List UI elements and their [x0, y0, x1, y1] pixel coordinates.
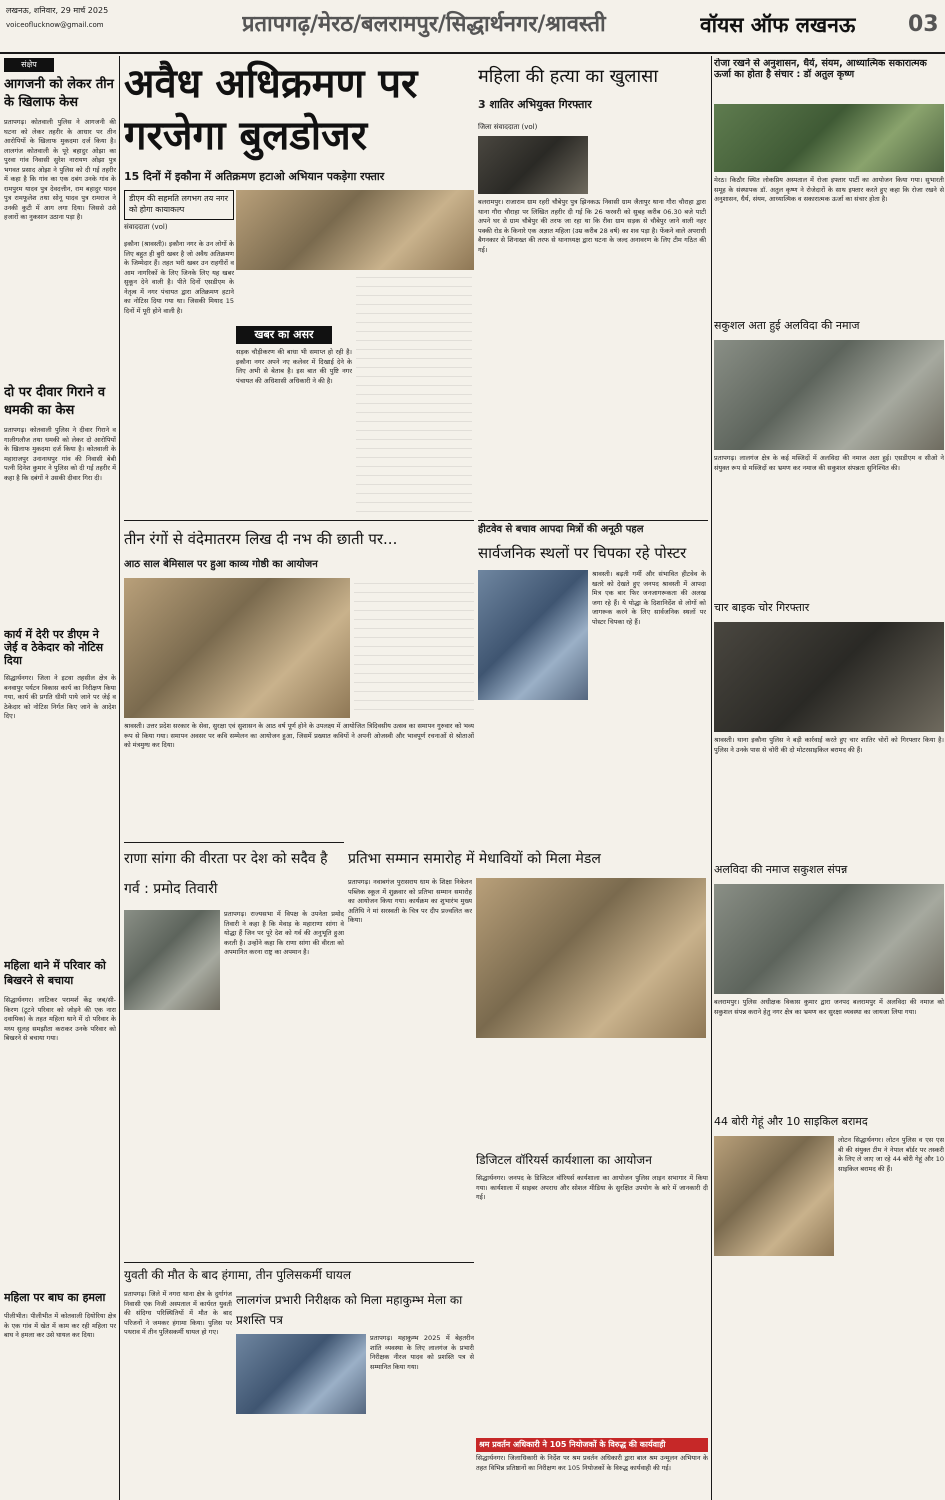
- youth-headline: युवती की मौत के बाद हंगामा, तीन पुलिसकर्मी घायल: [124, 1268, 352, 1282]
- sidebar-story-3-headline: कार्य में देरी पर डीएम ने जेई व ठेकेदार को नोटिस दिया: [4, 628, 104, 667]
- murder-subheadline: 3 शातिर अभियुक्त गिरफ्तार: [478, 98, 592, 111]
- sidebar-story-2-body: प्रतापगढ़। कोतवाली पुलिस ने दीवार गिराने व गालीगलौज तथा धमकी को लेकर दो आरोपियों के खिलाफ मुकदमा दर्ज किया है। कोतवाली के महाराजपुर उनानाथपुर गांव की निवासी बेबी पत्नी दिनेश कुमार ने पुलिस को दी गई तहरीर में कहा है कि दबंगों ने उसकी दीवार गिरा दी।: [4, 426, 116, 482]
- digital-body: सिद्धार्थनगर। जनपद के डिजिटल वॉरियर्स कार्यशाला का आयोजन पुलिस लाइन सभागार में किया गया। कार्यशाला में साइबर अपराध और सोशल मीडिया के सुरक्षित उपयोग के बारे में जानकारी दी गई।: [476, 1174, 708, 1201]
- alvida2-photo: [714, 884, 944, 994]
- masthead: [0, 0, 945, 52]
- lead-subheadline: 15 दिनों में इकौना में अतिक्रमण हटाओ अभियान पकड़ेगा रफ्तार: [124, 170, 385, 183]
- youth-body: प्रतापगढ़। जिले में नगरा थाना क्षेत्र के दुर्गागंज निवासी एक निजी अस्पताल में कार्यरत युवती की संदिग्ध परिस्थितियों में मौत के बाद परिजनों ने जमकर हंगामा किया। पुलिस पर पथराव में तीन पुलिसकर्मी घायल हो गए।: [124, 1290, 232, 1336]
- roza-photo: [714, 104, 944, 172]
- heatwave-body: श्रावस्ती। बढ़ती गर्मी और संभावित हीटवेव के खतरे को देखते हुए जनपद श्रावस्ती में आपदा मित्र एक बार फिर जनजागरूकता की अलख जगा रहे हैं। ये योद्धा के दिशानिर्देश से लोगों को जागरूक करने के लिए सार्वजनिक स्थलों पर पोस्टर चिपका रहे हैं।: [592, 570, 706, 626]
- sidebar-story-1-body: प्रतापगढ़। कोतवाली पुलिस ने आगजनी की घटना को लेकर तहरीर के आधार पर तीन आरोपियों के खिलाफ मुकदमा दर्ज किया है। लालगंज कोतवाली के पूरे बहादुर ओझा का पुरवा गांव निवासी सुरेश नारायण ओझा पुत्र भगवत प्रसाद ओझा ने पुलिस को दी गई तहरीर में कहा है कि गांव का एक दबंग उनके गांव के रामपुरम यादव पुत्र देवदत्तीन, राम बहादुर यादव पुत्र रामफूलेश तथा सोनू यादव पुत्र रामराज ने उनकी कुटी में आग लगा दिया। जिससे उसे हजारों का नुकसान उठाना पड़ा है।: [4, 118, 116, 221]
- page-number: 03: [908, 12, 939, 37]
- right-column-rule: [711, 56, 712, 1500]
- sidebar-story-2-headline: दो पर दीवार गिराने व धमकी का केस: [4, 385, 106, 418]
- lead-body-column: [356, 274, 472, 520]
- heatwave-headline: हीटवेव से बचाव आपदा मित्रों की अनूठी पहल: [478, 524, 644, 535]
- wheat-photo: [714, 1136, 834, 1256]
- alvida-headline: सकुशल अता हुई अलविदा की नमाज: [714, 319, 860, 332]
- lead-byline: संवाददाता (vol): [124, 223, 168, 231]
- rana-photo: [124, 910, 220, 1010]
- lalganj-body: प्रतापगढ़। महाकुम्भ 2025 में बेहतरीन शांति व्यवस्था के लिए लालगंज के प्रभारी निरीक्षक नीरज यादव को प्रशस्ति पत्र से सम्मानित किया गया।: [370, 1334, 474, 1371]
- poetry-headline: तीन रंगों से वंदेमातरम लिख दी नभ की छाती पर...: [124, 530, 398, 548]
- lead-photo-caption: डीएम की सहमति लगभग तय नगर को होगा कायाकल्प: [124, 190, 234, 220]
- poetry-body-column: [354, 578, 474, 718]
- poetry-photo: [124, 578, 350, 718]
- lead-box-heading: खबर का असर: [236, 326, 332, 344]
- lalganj-headline: लालगंज प्रभारी निरीक्षक को मिला महाकुम्भ मेला का प्रशस्ति पत्र: [236, 1293, 463, 1327]
- roza-headline: रोजा रखने से अनुशासन, धैर्य, संयम, आध्यात्मिक सकारात्मक ऊर्जा का होता है संचार : डॉ अतुल कृष्ण: [714, 58, 927, 80]
- poetry-rule: [124, 520, 474, 521]
- thieves-photo: [714, 622, 944, 732]
- lead-photo: [236, 190, 474, 270]
- sidebar-story-4-body: सिद्धार्थनगर। लाटिकर परामर्श केंद्र जब/सी-किरण (टूटने परिवार को जोड़ने की एक नारा दवायिक) के तहत महिला थाने में दो परिवार के मध्य सुलह समझौता कराकर उनके परिवार को बिखरने से बचाया गया।: [4, 996, 116, 1042]
- rana-headline: राणा सांगा की वीरता पर देश को सदैव है गर्व : प्रमोद तिवारी: [124, 851, 328, 897]
- edition-cities: प्रतापगढ़/मेरठ/बलरामपुर/सिद्धार्थनगर/श्रावस्ती: [242, 12, 606, 37]
- sidebar-story-5-headline: महिला पर बाघ का हमला: [4, 1291, 106, 1304]
- labour-headline: श्रम प्रवर्तन अधिकारी ने 105 नियोजकों के विरुद्ध की कार्यवाही: [476, 1438, 708, 1452]
- medal-headline: प्रतिभा सम्मान समारोह में मेधावियों को मिला मेडल: [348, 851, 601, 867]
- masthead-rule: [0, 52, 945, 54]
- alvida-photo: [714, 340, 944, 450]
- heatwave-photo: [478, 570, 588, 700]
- alvida2-headline: अलविदा की नमाज सकुशल संपन्न: [714, 863, 848, 876]
- date-line: लखनऊ, शनिवार, 29 मार्च 2025: [6, 6, 109, 15]
- sidebar-story-5-body: पीलीभीत। पीलीभीत में कोतवाली दियोरिया क्षेत्र के एक गांव में खेत में काम कर रही महिला पर बाघ ने हमला कर उसे घायल कर दिया।: [4, 1312, 116, 1339]
- labour-body: सिद्धार्थनगर। जिलाधिकारी के निर्देश पर श्रम प्रवर्तन अधिकारी द्वारा बाल श्रम उन्मूलन अभियान के तहत विभिन्न प्रतिष्ठानों का निरीक्षण कर 105 नियोजकों के विरुद्ध कार्यवाही की गई।: [476, 1454, 708, 1472]
- thieves-headline: चार बाइक चोर गिरफ्तार: [714, 601, 810, 614]
- sidebar-section-label: संक्षेप: [4, 58, 54, 72]
- heatwave-subheadline: सार्वजनिक स्थलों पर चिपका रहे पोस्टर: [478, 544, 687, 562]
- thieves-body: श्रावस्ती। थाना इकौना पुलिस ने बड़ी कार्रवाई करते हुए चार शातिर चोरों को गिरफ्तार किया है। पुलिस ने उनके पास से चोरी की दो मोटरसाइकिल बरामद की हैं।: [714, 736, 944, 754]
- heatwave-rule: [478, 520, 708, 521]
- medal-body: प्रतापगढ़। नवाबगंज पुरासराय धाम के शिक्षा निकेतन पब्लिक स्कूल में शुक्रवार को प्रतिभा सम्मान समारोह का आयोजन किया गया। कार्यक्रम का शुभारंभ मुख्य अतिथि ने मां सरस्वती के चित्र पर दीप प्रज्वलित कर किया।: [348, 878, 472, 924]
- lead-box-body: सड़क चौड़ीकरण की बाधा भी समाप्त हो रही है। इकौना नगर अपने नए कलेवर में दिखाई देने के लिए अभी से बेताब है। इस बात की पुष्टि नगर पंचायत की अधिशासी अधिकारी ने की है।: [236, 348, 352, 385]
- rana-body: प्रतापगढ़। राज्यसभा में विपक्ष के उपनेता प्रमोद तिवारी ने कहा है कि मेवाड़ के महाराणा सांगा वे योद्धा हैं जिन पर पूरे देश को गर्व की अनुभूति हुआ करती है। उन्होंने कहा कि राणा सांगा की वीरता को अपमानित करना राष्ट्र का अपमान है।: [224, 910, 344, 956]
- lead-body: इकौना (श्रावस्ती)। इकौना नगर के उन लोगों के लिए बहुत ही बुरी खबर है जो अवैध अतिक्रमण के जिम्मेदार हैं। तहत भरी खबर उन राहगीरों व आम नागरिकों के लिए जिनके लिए यह खबर सुकून देने वाली है। पीते दिनों एसडीएम के नेतृत्व में नगर पंचायत द्वारा अतिक्रमण हटाने का नोटिस दिया गया था। जिसकी मियाद 15 दिनों में पूरी होने वाली है।: [124, 240, 234, 315]
- paper-name: वॉयस ऑफ लखनऊ: [700, 13, 856, 37]
- alvida-body: प्रतापगढ़। लालगंज क्षेत्र के कई मस्जिदों में अलविदा की नमाज अता हुई। एसडीएम व सीओ ने संयुक्त रूप से मस्जिदों का भ्रमण कर नमाज की सकुशल संपन्नता सुनिश्चित की।: [714, 454, 944, 472]
- sidebar-rule: [119, 56, 120, 1500]
- lalganj-photo: [236, 1334, 366, 1414]
- poetry-subheadline: आठ साल बेमिसाल पर हुआ काव्य गोष्ठी का आयोजन: [124, 559, 318, 570]
- poetry-body: श्रावस्ती। उत्तर प्रदेश सरकार के सेवा, सुरक्षा एवं सुशासन के आठ वर्ष पूर्ण होने के उपलक्ष्य में आयोजित त्रिदिवसीय उत्सव का समापन गुरुवार को भव्य रूप से किया गया। समापन अवसर पर कवि सम्मेलन का आयोजन हुआ, जिसमें प्रख्यात कवियों ने अपनी ओजस्वी और भावपूर्ण रचनाओं से श्रोताओं को मंत्रमुग्ध कर दिया।: [124, 722, 474, 749]
- murder-headline: महिला की हत्या का खुलासा: [478, 66, 659, 87]
- wheat-headline: 44 बोरी गेहूं और 10 साइकिल बरामद: [714, 1115, 868, 1128]
- email: voiceoflucknow@gmail.com: [6, 21, 104, 29]
- alvida2-body: बलरामपुर। पुलिस अधीक्षक विकास कुमार द्वारा जनपद बलरामपुर में अलविदा की नमाज को सकुशल संपन्न कराने हेतु नगर क्षेत्र का भ्रमण कर सुरक्षा व्यवस्था का जायजा लिया गया।: [714, 998, 944, 1016]
- murder-byline: जिला संवाददाता (vol): [478, 123, 538, 131]
- digital-headline: डिजिटल वॉरियर्स कार्यशाला का आयोजन: [476, 1153, 652, 1167]
- sidebar-story-3-body: सिद्धार्थनगर। जिला ने इटवा तहसील क्षेत्र के बनवापुर पर्यटन विकास कार्य का निरीक्षण किया गया, कार्य की प्रगति धीमी पाये जाने पर जेई व ठेकेदार को नोटिस निर्गत किए जाने के आदेश दिए।: [4, 674, 116, 720]
- medal-photo: [476, 878, 706, 1038]
- lead-headline: अवैध अधिक्रमण पर गरजेगा बुलडोजर: [124, 61, 418, 159]
- sidebar: [2, 56, 118, 1500]
- murder-body: बलरामपुर। राजाराम ग्राम रहरी चौबेपुर पुत्र झिनकऊ निवासी ग्राम जैतापुर थाना गौरा चौराहा द्वारा थाना गौरा चौराहा पर लिखित तहरीर दी गई कि 26 फरवरी को सुबह करीब 06.30 बजे पाटी अपने घर से ग्राम चौबेपुर की तरफ जा रहा था कि रीवा ग्राम सड़क से चौबेपुर जाने वाली नहर पक्की रोड के किनारे एक अज्ञात महिला (उम्र करीब 28 वर्ष) का शव पड़ा है। फेंकने वाले अपराधी बैगनकार से शिनाख्त की तरफ से थानाध्यक्ष द्वारा घटना के जल्द अनावरण के लिए टीम गठित की गई।: [478, 198, 706, 254]
- wheat-body: लोटन सिद्धार्थनगर। लोटन पुलिस व एस एस बी की संयुक्त टीम ने नेपाल बॉर्डर पर तस्करी के लिए ले जाए जा रहे 44 बोरी गेहूं और 10 साइकिल बरामद की हैं।: [838, 1136, 944, 1173]
- sidebar-story-4-headline: महिला थाने में परिवार को बिखरने से बचाया: [4, 959, 106, 987]
- rana-rule: [124, 842, 344, 843]
- youth-rule: [124, 1262, 474, 1263]
- murder-photo: [478, 136, 588, 194]
- sidebar-story-1-headline: आगजनी को लेकर तीन के खिलाफ केस: [4, 77, 114, 110]
- roza-body: मेरठ। किठौर स्थित लोकप्रिय अस्पताल में रोजा इफ्तार पार्टी का आयोजन किया गया। सुभारती समूह के संस्थापक डॉ. अतुल कृष्ण ने रोजेदारों के साथ इफ्तार करते हुए कहा कि रोजा रखने से अनुशासन, धैर्य, संयम, आध्यात्मिक व सकारात्मक ऊर्जा का संचार होता है।: [714, 176, 944, 203]
